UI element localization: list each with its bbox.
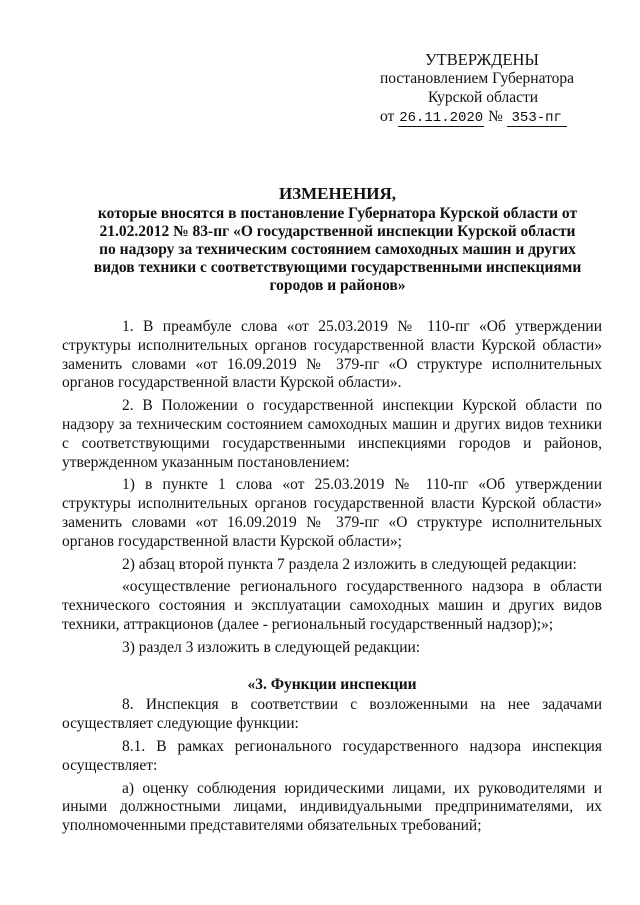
paragraph-9: а) оценку соблюдения юридическими лицами, их руководителями и иными должностными лицами, индивидуальными предпринимателями, их уполномоченными представителями обязательных требований; bbox=[62, 779, 602, 835]
heading-line: городов и районов» bbox=[269, 277, 406, 294]
heading-line: 21.02.2012 № 83-пг «О государственной инспекции Курской области bbox=[99, 223, 576, 240]
paragraph-1: 1. В преамбуле слова «от 25.03.2019 № 110-пг «Об утверждении структуры исполнительных органов государственной власти Курской области» заменить словами «от 16.09.2019 № 379-пг «О структуре исполнительных органов государственной власти Курской области». bbox=[62, 318, 602, 392]
approval-number: 353-пг bbox=[507, 110, 567, 127]
heading-line: по надзору за техническим состоянием самоходных машин и других bbox=[99, 241, 576, 258]
paragraph-8: 8.1. В рамках регионального государственного надзора инспекция осуществляет: bbox=[62, 737, 602, 774]
document-heading bbox=[70, 185, 605, 295]
approval-line-1: постановлением Губернатора bbox=[380, 70, 575, 87]
section-title: «3. Функции инспекции bbox=[247, 675, 417, 693]
date-prefix: от bbox=[380, 108, 395, 125]
paragraph-2: 2. В Положении о государственной инспекции Курской области по надзору за техническим состоянием самоходных машин и других видов техники с соответствующими государственными инспекциями городов и районов, утвержденном указанным постановлением: bbox=[62, 397, 602, 471]
approval-date: 26.11.2020 bbox=[399, 110, 484, 126]
document-body bbox=[62, 318, 602, 836]
heading-line: которые вносятся в постановление Губернатора Курской области от bbox=[97, 205, 578, 222]
approval-title: УТВЕРЖДЕНЫ bbox=[425, 50, 539, 69]
heading-title: ИЗМЕНЕНИЯ, bbox=[278, 184, 397, 203]
approval-date-line bbox=[380, 107, 610, 127]
approval-line-2: Курской области bbox=[428, 89, 539, 106]
paragraph-3: 1) в пункте 1 слова «от 25.03.2019 № 110-пг «Об утверждении структуры исполнительных органов государственной власти Курской области» заменить словами «от 16.09.2019 № 379-пг «О структуре исполнительных органов государственной власти Курской области»; bbox=[62, 476, 602, 550]
paragraph-4: 2) абзац второй пункта 7 раздела 2 изложить в следующей редакции: bbox=[122, 555, 577, 573]
paragraph-5: «осуществление регионального государственного надзора в области технического состояния и эксплуатации самоходных машин и других видов техники, аттракционов (далее - региональный государственный надзор);»; bbox=[62, 578, 602, 633]
approval-stamp bbox=[380, 50, 610, 127]
heading-line: видов техники с соответствующими государственными инспекциями bbox=[93, 259, 582, 276]
number-prefix: № bbox=[488, 108, 503, 125]
paragraph-7: 8. Инспекция в соответствии с возложенными на нее задачами осуществляет следующие функции: bbox=[62, 696, 602, 733]
paragraph-6: 3) раздел 3 изложить в следующей редакции: bbox=[122, 638, 421, 656]
